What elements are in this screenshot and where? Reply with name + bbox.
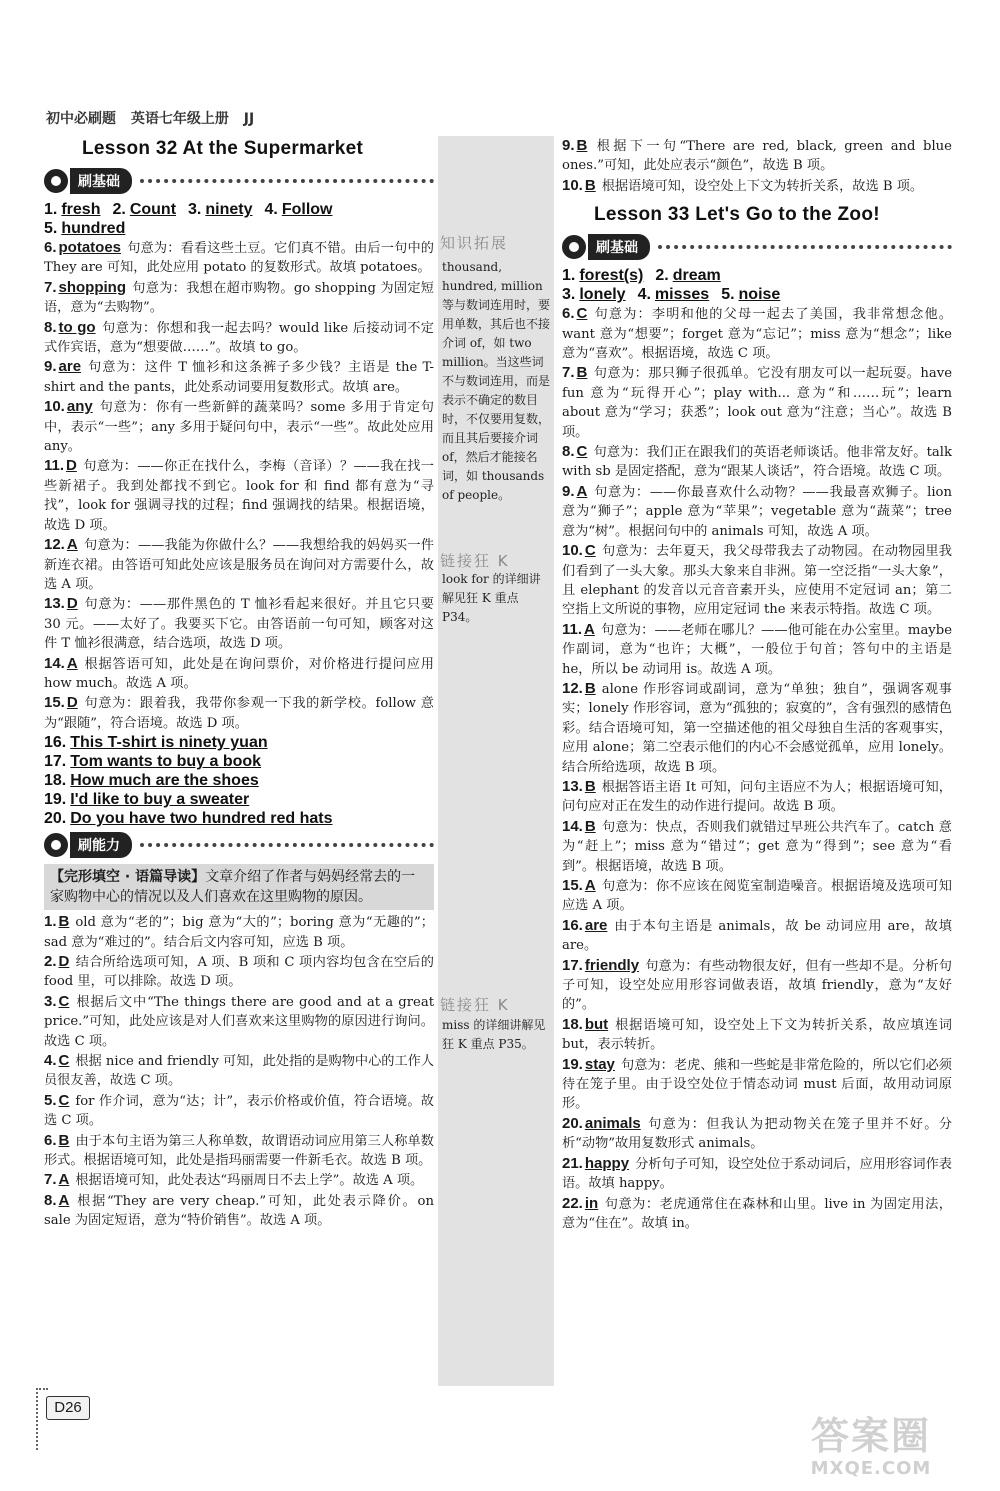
answer-item xyxy=(562,777,952,817)
item-explanation: 结合所给选项可知，A 项、B 项和 C 项内容均包含在空后的 food 里，可以排除。故选 D 项。 xyxy=(44,954,434,990)
answer-item xyxy=(562,1015,952,1055)
answer-item xyxy=(44,456,434,535)
cloze-tag: 【完形填空 · 语篇导读】 xyxy=(50,869,206,886)
item-number: 1. xyxy=(44,201,58,218)
sentence-answer-row xyxy=(44,752,434,771)
item-number: 14. xyxy=(562,817,583,835)
item-number: 21. xyxy=(562,1154,583,1172)
item-number: 6. xyxy=(44,239,57,256)
answer-item xyxy=(44,1131,434,1171)
item-explanation: 句意为：我想在超市购物。go shopping 为固定短语，意为“去购物”。 xyxy=(44,280,434,316)
item-explanation: alone 作形容词或副词，意为“单独；独自”，强调客观事实；lonely 作形容词，意为“孤独的；寂寞的”，含有强烈的感情色彩。结合语境可知，第一空描述他的祖父母独自生活的客观事实，应用 alone；第二空表示他们的内心不会感觉孤单，应用 lonely。结合所给选项，故选 B 项。 xyxy=(562,681,952,775)
answer-list xyxy=(562,304,952,1233)
answer-item xyxy=(562,956,952,1015)
item-number: 22. xyxy=(562,1194,583,1212)
answer-item xyxy=(562,1154,952,1194)
sentence-answers xyxy=(44,733,434,828)
item-explanation: 句意为：——你正在找什么，李梅（音译）？——我在找一些新裙子。我到处都找不到它。look for 和 find 都有意为“寻找”，look for 强调寻找的过程；find 强调找的结果。根据语境，故选 D 项。 xyxy=(44,459,434,533)
item-explanation: 根据后文中“The things there are good and at a great price.”可知，此处应该是对人们喜欢来这里购物的原因进行询问。故选 C 项。 xyxy=(44,994,434,1049)
item-number: 9. xyxy=(562,482,575,500)
item-answer: lonely xyxy=(579,286,626,304)
item-number: 9. xyxy=(44,358,57,376)
badge-label: 刷能力 xyxy=(70,832,132,858)
dotted-divider xyxy=(140,179,434,183)
item-answer: C xyxy=(584,542,596,560)
answer-item xyxy=(562,916,952,956)
item-explanation: 根据语境可知，此处表达“玛丽周日不去上学”。故选 A 项。 xyxy=(75,1173,424,1189)
section-basic-badge xyxy=(44,168,434,194)
keyword-answers xyxy=(44,200,434,238)
item-number: 2. xyxy=(112,201,126,218)
item-number: 7. xyxy=(44,1171,57,1189)
answer-item xyxy=(562,679,952,777)
answer-item xyxy=(562,482,952,541)
item-number: 1. xyxy=(562,267,576,285)
item-number: 1. xyxy=(44,913,57,931)
site-watermark xyxy=(756,1414,986,1486)
item-answer: animals xyxy=(584,1114,641,1132)
item-explanation: 句意为：我们正在跟我们的英语老师谈话。他非常友好。talk with sb 是固定搭配，意为“跟某人谈话”，符合语境。故选 C 项。 xyxy=(562,445,952,480)
item-explanation: 句意为：你有一些新鲜的蔬菜吗？some 多用于肯定句中，表示“一些”；any 多用于疑问句中，表示“一些”。故此处应用 any。 xyxy=(44,400,434,455)
item-number: 2. xyxy=(655,267,669,285)
item-answer: are xyxy=(584,916,608,934)
item-number: 20. xyxy=(562,1114,583,1132)
item-answer: C xyxy=(576,443,588,461)
item-explanation: 句意为：这件 T 恤衫和这条裤子多少钱？主语是 the T-shirt and the pants，此处系动词要用复数形式。故填 are。 xyxy=(44,360,434,395)
item-answer: A xyxy=(58,1191,70,1209)
item-explanation: 句意为：——老师在哪儿？——他可能在办公室里。maybe 作副词，意为“也许；大概”，一般位于句首；答句中的主语是 he，所以 be 动词用 is。故选 A 项。 xyxy=(562,622,952,677)
item-answer: B xyxy=(576,364,588,382)
item-answer: D xyxy=(66,457,77,475)
answer-item xyxy=(44,1091,434,1131)
answer-item xyxy=(44,594,434,653)
answer-item xyxy=(562,1194,952,1234)
sidebar-note-miss: miss 的详细讲解见狂 K 重点 P35。 xyxy=(442,1018,546,1051)
item-explanation: 句意为：去年夏天，我父母带我去了动物园。在动物园里我们看到了一头大象。那头大象来自非洲。第一空泛指“一头大象”，且 elephant 的发音以元音音素开头，应使用不定冠词 an；第二空指上文所说的事物，应用定冠词 the 来表示特指。故选 C 项。 xyxy=(562,544,952,618)
answer-item xyxy=(44,1191,434,1231)
item-answer: Do you have two hundred red hats xyxy=(70,810,333,828)
item-number: 4. xyxy=(44,1052,57,1069)
right-column xyxy=(562,136,952,1233)
sentence-answer-row xyxy=(44,790,434,809)
answer-item xyxy=(562,136,952,176)
left-column xyxy=(44,136,434,1231)
answer-item xyxy=(562,363,952,442)
item-answer: B xyxy=(584,679,596,697)
item-number: 11. xyxy=(562,620,583,638)
badge-ring-icon xyxy=(562,235,586,259)
item-answer: C xyxy=(576,305,588,323)
item-answer: B xyxy=(584,176,596,194)
item-explanation: 句意为：跟着我，我带你参观一下我的新学校。follow 意为“跟随”，符合语境。故选 D 项。 xyxy=(44,696,434,731)
item-answer: Count xyxy=(129,201,177,218)
answer-item xyxy=(44,1051,434,1091)
item-answer: fresh xyxy=(61,201,101,218)
item-answer: any xyxy=(66,398,93,416)
item-number: 13. xyxy=(562,777,583,795)
badge-label: 刷基础 xyxy=(70,168,132,194)
item-answer: This T-shirt is ninety yuan xyxy=(70,734,268,752)
sidebar-note-numbers: thousand, hundred, million 等与数词连用时，要用单数，其后也不接介词 of，如 two million。当这些词不与数词连用，而是表示不确定的数目时，不仅要用复数，而且其后要接介词 of，然后才能接名词，如 thousands of people。 xyxy=(442,260,551,502)
item-number: 10. xyxy=(562,542,583,560)
keyword-row xyxy=(44,219,434,238)
item-number: 19. xyxy=(44,791,67,809)
cloze-intro-box xyxy=(44,864,434,910)
item-answer: to go xyxy=(58,318,96,336)
item-number: 10. xyxy=(44,398,65,416)
item-number: 4. xyxy=(637,286,651,304)
answer-item xyxy=(44,357,434,397)
item-explanation: for 作介词，意为“达；计”，表示价格或价值，符合语境。故选 C 项。 xyxy=(44,1093,434,1129)
item-answer: C xyxy=(58,1091,70,1109)
item-answer: A xyxy=(584,620,595,638)
item-explanation: 句意为：有些动物很友好，但有一些却不是。分析句子可知，设空处应用形容词做表语，故填 friendly，意为“友好的”。 xyxy=(562,958,952,1013)
item-number: 13. xyxy=(44,595,65,613)
item-number: 15. xyxy=(44,694,65,712)
sidebar-head-link-2: 链接狂 K xyxy=(440,996,510,1014)
item-explanation: 句意为：你想和我一起去吗？would like 后接动词不定式作宾语，意为“想要做……”。故填 to go。 xyxy=(44,320,434,356)
item-number: 18. xyxy=(44,772,67,790)
item-explanation: 句意为：那只狮子很孤单。它没有朋友可以一起玩耍。have fun 意为“玩得开心”；play with... 意为“和……玩”；learn about 意为“学习；获悉”；look out 意为“注意；当心”。故选 B 项。 xyxy=(562,366,952,440)
item-answer: B xyxy=(584,777,596,795)
item-answer: A xyxy=(66,654,78,672)
item-explanation: 根据“They are very cheap.”可知，此处表示降价。on sale 为固定短语，意为“特价销售”。故选 A 项。 xyxy=(44,1193,434,1229)
item-number: 3. xyxy=(44,992,57,1010)
item-number: 10. xyxy=(562,176,583,194)
answer-item xyxy=(562,620,952,679)
item-answer: A xyxy=(58,1171,70,1189)
dotted-divider xyxy=(140,843,434,847)
sidebar-head-knowledge: 知识拓展 xyxy=(440,234,509,252)
dotted-divider xyxy=(658,245,952,249)
keyword-row xyxy=(562,266,952,285)
item-number: 16. xyxy=(562,916,583,934)
badge-ring-icon xyxy=(44,169,68,193)
lesson-32-title: Lesson 32 At the Supermarket xyxy=(82,138,364,159)
header-edition: JJ xyxy=(243,111,255,127)
answer-item xyxy=(44,278,434,318)
item-explanation: 由于本句主语是 animals，故 be 动词应用 are，故填 are。 xyxy=(562,918,952,954)
answer-item xyxy=(44,992,434,1051)
item-number: 2. xyxy=(44,952,57,970)
item-number: 12. xyxy=(562,679,583,697)
item-number: 17. xyxy=(562,956,583,974)
answer-item xyxy=(44,535,434,594)
item-answer: B xyxy=(58,1131,70,1149)
answer-item xyxy=(44,654,434,694)
cloze-text: 文章介绍了作者与妈妈经常去的一家购物中心的情况以及人们喜欢在这里购物的原因。 xyxy=(50,869,416,906)
badge-ring-icon xyxy=(44,833,68,857)
item-explanation: 句意为：但我认为把动物关在笼子里并不好。分析“动物”故用复数形式 animals。 xyxy=(562,1116,952,1152)
item-explanation: 根据答语可知，此处是在询问票价，对价格进行提问应用 how much。故选 A 项。 xyxy=(44,656,434,691)
item-explanation: old 意为“老的”；big 意为“大的”；boring 意为“无趣的”；sad 意为“难过的”。结合后文内容可知，应选 B 项。 xyxy=(44,915,434,950)
item-answer: stay xyxy=(584,1055,615,1073)
answer-item xyxy=(44,1170,434,1190)
item-answer: B xyxy=(576,137,588,154)
item-answer: A xyxy=(584,877,596,894)
item-number: 3. xyxy=(188,201,202,218)
item-explanation: 句意为：你不应该在阅览室制造噪音。根据语境及选项可知应选 A 项。 xyxy=(562,879,952,914)
answer-item xyxy=(562,176,952,196)
item-answer: D xyxy=(58,952,70,970)
item-number: 16. xyxy=(44,734,67,752)
item-number: 14. xyxy=(44,654,65,672)
sentence-answer-row xyxy=(44,771,434,790)
header-subject: 英语七年级上册 xyxy=(130,111,229,127)
item-answer: D xyxy=(66,694,78,712)
answer-item xyxy=(562,304,952,363)
item-explanation: 分析句子可知，设空处位于系动词后，应用形容词作表语。故填 happy。 xyxy=(562,1156,952,1192)
badge-label: 刷基础 xyxy=(588,234,650,260)
section-ability-badge xyxy=(44,832,434,858)
item-answer: happy xyxy=(584,1154,630,1172)
item-number: 8. xyxy=(44,1191,57,1209)
item-answer: How much are the shoes xyxy=(70,772,259,790)
item-answer: are xyxy=(58,358,82,376)
item-number: 12. xyxy=(44,536,65,554)
answer-item xyxy=(562,1055,952,1114)
item-number: 5. xyxy=(44,1091,57,1109)
item-explanation: 根据答语主语 It 可知，问句主语应不为人；根据语境可知，问句应对正在发生的动作进行提问。故选 B 项。 xyxy=(562,779,952,815)
answer-item xyxy=(562,541,952,620)
item-number: 9. xyxy=(562,137,575,154)
item-number: 5. xyxy=(44,220,58,237)
item-explanation: 根据 nice and friendly 可知，此处指的是购物中心的工作人员很友善，故选 C 项。 xyxy=(44,1054,435,1089)
item-explanation: 句意为：老虎通常住在森林和山里。live in 为固定用法，意为“住在”。故填 in。 xyxy=(562,1196,952,1231)
item-answer: B xyxy=(584,817,596,835)
keyword-answers xyxy=(562,266,952,304)
item-number: 20. xyxy=(44,810,67,828)
item-answer: C xyxy=(58,992,70,1010)
item-explanation: 句意为：老虎、熊和一些蛇是非常危险的，所以它们必须待在笼子里。由于设空处位于情态动词 must 后面，故用动词原形。 xyxy=(562,1057,952,1112)
item-answer: potatoes xyxy=(58,239,122,256)
answer-item xyxy=(562,876,952,916)
item-answer: shopping xyxy=(58,278,127,296)
watermark-url: MXQE.COM xyxy=(810,1458,932,1479)
item-number: 4. xyxy=(264,201,278,218)
item-explanation: 句意为：——你最喜欢什么动物？——我最喜欢狮子。lion 意为“狮子”；apple 意为“苹果”；vegetable 意为“蔬菜”；tree 意为“树”。根据问句中的 animals 可知，故选 A 项。 xyxy=(562,484,952,539)
answer-item xyxy=(562,442,952,482)
item-number: 5. xyxy=(721,286,735,304)
item-number: 7. xyxy=(562,364,575,382)
lesson-33-title: Lesson 33 Let's Go to the Zoo! xyxy=(594,204,880,226)
watermark-logo: 答案圈 xyxy=(810,1414,931,1458)
item-answer: misses xyxy=(654,286,710,304)
item-number: 18. xyxy=(562,1015,583,1033)
item-explanation: 根据语境可知，设空处上下文为转折关系，故选 B 项。 xyxy=(601,178,924,194)
item-answer: Tom wants to buy a book xyxy=(70,753,262,771)
answer-item xyxy=(44,397,434,456)
answer-item xyxy=(44,693,434,733)
item-explanation: 句意为：李明和他的父母一起去了美国，我非常想念他。want 意为“想要”；forget 意为“忘记”；miss 意为“想念”；like 意为“喜欢”。根据语境，故选 C 项。 xyxy=(562,307,952,362)
answer-item xyxy=(44,912,434,952)
sidebar-head-link-1: 链接狂 K xyxy=(440,552,510,570)
item-explanation: 句意为：快点，否则我们就错过早班公共汽车了。catch 意为“赶上”；miss 意为“错过”；get 意为“得到”；see 意为“看到”。根据语境，故选 B 项。 xyxy=(562,819,952,874)
item-answer: A xyxy=(66,536,78,554)
sentence-answer-row xyxy=(44,733,434,752)
cloze-answer-list xyxy=(44,912,434,1231)
keyword-row xyxy=(562,285,952,304)
item-answer: hundred xyxy=(61,220,126,237)
header-book: 初中必刷题 xyxy=(46,111,116,127)
running-header xyxy=(46,108,264,128)
item-answer: ninety xyxy=(205,201,253,218)
item-explanation: 根据语境可知，设空处上下文为转折关系，故应填连词 but，表示转折。 xyxy=(562,1017,952,1053)
item-answer: dream xyxy=(672,267,721,285)
item-explanation: 句意为：——我能为你做什么？——我想给我的妈妈买一件新连衣裙。由答语可知此处应该是服务员在询问对方需要什么，故选 A 项。 xyxy=(44,538,434,592)
item-number: 6. xyxy=(44,1131,57,1149)
item-answer: A xyxy=(576,482,588,500)
item-answer: but xyxy=(584,1015,609,1033)
answer-item xyxy=(562,1114,952,1154)
item-explanation: 根据下一句“There are red, black, green and blue ones.”可知，此处应表示“颜色”，故选 B 项。 xyxy=(562,139,952,174)
item-explanation: 句意为：看看这些土豆。它们真不错。由后一句中的 They are 可知，此处应用 potato 的复数形式。故填 potatoes。 xyxy=(44,241,434,276)
item-number: 6. xyxy=(562,305,575,323)
item-number: 15. xyxy=(562,877,583,894)
item-answer: noise xyxy=(738,286,781,304)
item-number: 8. xyxy=(44,318,57,336)
item-number: 3. xyxy=(562,286,576,304)
answer-list xyxy=(44,238,434,733)
item-answer: friendly xyxy=(584,956,640,974)
item-answer: I'd like to buy a sweater xyxy=(70,791,250,809)
answer-item xyxy=(44,318,434,358)
item-number: 17. xyxy=(44,753,67,771)
item-answer: in xyxy=(584,1194,599,1212)
section-basic-badge xyxy=(562,234,952,260)
answer-item xyxy=(562,817,952,876)
item-number: 8. xyxy=(562,443,575,461)
item-answer: D xyxy=(66,595,78,613)
keyword-row xyxy=(44,200,434,219)
item-answer: forest(s) xyxy=(579,267,644,285)
item-answer: Follow xyxy=(281,201,333,218)
item-number: 19. xyxy=(562,1055,583,1073)
answer-item xyxy=(44,952,434,992)
answer-list-continued xyxy=(562,136,952,196)
item-explanation: 句意为：——那件黑色的 T 恤衫看起来很好。并且它只要 30 元。——太好了。我要买下它。由答语前一句可知，顾客对这件 T 恤衫很满意，结合选项，故选 D 项。 xyxy=(44,597,434,652)
sentence-answer-row xyxy=(44,809,434,828)
item-explanation: 由于本句主语为第三人称单数，故谓语动词应用第三人称单数形式。根据语境可知，此处是指玛丽需要一件新毛衣。故选 B 项。 xyxy=(44,1133,434,1169)
sidebar-notes xyxy=(438,136,554,1386)
answer-item xyxy=(44,238,434,278)
item-number: 7. xyxy=(44,278,57,296)
sidebar-note-look-for: look for 的详细讲解见狂 K 重点 P34。 xyxy=(442,572,541,624)
page-number: D26 xyxy=(46,1396,90,1420)
item-answer: B xyxy=(58,913,70,931)
item-number: 11. xyxy=(44,457,65,475)
item-answer: C xyxy=(58,1052,70,1069)
